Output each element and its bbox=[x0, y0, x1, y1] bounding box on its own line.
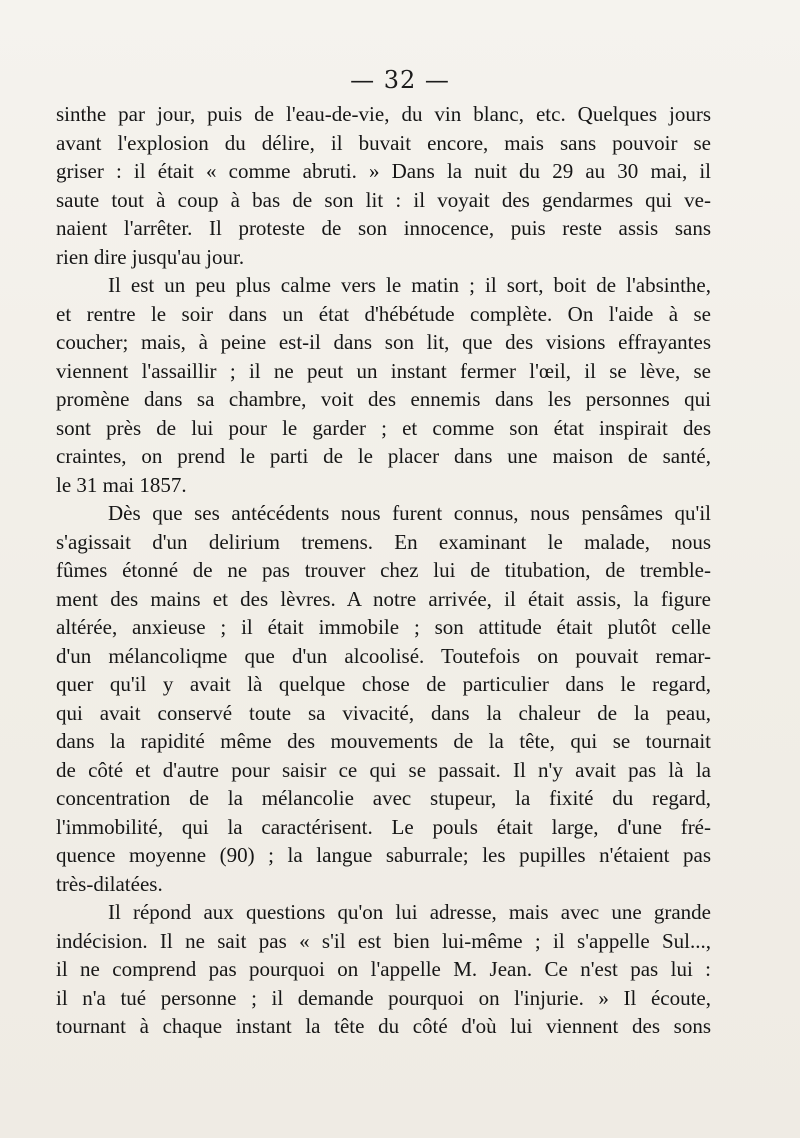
text-line: très-dilatées. bbox=[56, 871, 163, 896]
paragraph-1 bbox=[56, 100, 711, 271]
body-text bbox=[56, 100, 711, 1041]
text-line: et rentre le soir dans un état d'hébétude complète. On l'aide à se bbox=[56, 301, 711, 326]
text-line: il n'a tué personne ; il demande pourquoi on l'injurie. » Il écoute, bbox=[56, 985, 711, 1010]
text-line: s'agissait d'un delirium tremens. En examinant le malade, nous bbox=[56, 529, 711, 554]
text-line: Il est un peu plus calme vers le matin ; il sort, boit de l'absinthe, bbox=[108, 273, 711, 297]
text-line: l'immobilité, qui la caractérisent. Le pouls était large, d'une fré- bbox=[56, 814, 711, 839]
text-line: avant l'explosion du délire, il buvait encore, mais sans pouvoir se bbox=[56, 130, 711, 155]
paragraph-2 bbox=[56, 271, 711, 499]
text-line: viennent l'assaillir ; il ne peut un instant fermer l'œil, il se lève, se bbox=[56, 358, 711, 383]
text-line: rien dire jusqu'au jour. bbox=[56, 244, 245, 269]
text-line: naient l'arrêter. Il proteste de son innocence, puis reste assis sans bbox=[56, 216, 711, 240]
paragraph-4 bbox=[56, 898, 711, 1041]
text-line: ment des mains et des lèvres. A notre arrivée, il était assis, la figure bbox=[56, 586, 711, 611]
paragraph-3 bbox=[56, 499, 711, 898]
text-line: sinthe par jour, puis de l'eau-de-vie, du vin blanc, etc. Quelques jours bbox=[56, 102, 711, 126]
text-line: tournant à chaque instant la tête du côté d'où lui viennent des sons bbox=[56, 1014, 711, 1038]
text-line: quer qu'il y avait là quelque chose de particulier dans le regard, bbox=[56, 672, 711, 696]
text-line: quence moyenne (90) ; la langue saburrale; les pupilles n'étaient pas bbox=[56, 843, 711, 867]
text-line: qui avait conservé toute sa vivacité, dans la chaleur de la peau, bbox=[56, 700, 711, 725]
text-line: il ne comprend pas pourquoi on l'appelle M. Jean. Ce n'est pas lui : bbox=[56, 957, 711, 981]
text-line: le 31 mai 1857. bbox=[56, 472, 187, 497]
text-line: altérée, anxieuse ; il était immobile ; son attitude était plutôt celle bbox=[56, 615, 711, 639]
text-line: sont près de lui pour le garder ; et comme son état inspirait des bbox=[56, 415, 711, 440]
text-line: concentration de la mélancolie avec stupeur, la fixité du regard, bbox=[56, 786, 711, 810]
text-line: Il répond aux questions qu'on lui adresse, mais avec une grande bbox=[108, 900, 711, 924]
text-line: griser : il était « comme abruti. » Dans la nuit du 29 au 30 mai, il bbox=[56, 159, 711, 183]
text-line: dans la rapidité même des mouvements de la tête, qui se tournait bbox=[56, 729, 711, 753]
text-line: indécision. Il ne sait pas « s'il est bien lui-même ; il s'appelle Sul..., bbox=[56, 928, 711, 953]
text-line: d'un mélancoliqme que d'un alcoolisé. Toutefois on pouvait remar- bbox=[56, 643, 711, 668]
text-line: de côté et d'autre pour saisir ce qui se passait. Il n'y avait pas là la bbox=[56, 757, 711, 782]
text-line: saute tout à coup à bas de son lit : il voyait des gendarmes qui ve- bbox=[56, 187, 711, 212]
text-line: coucher; mais, à peine est-il dans son lit, que des visions effrayantes bbox=[56, 330, 711, 354]
text-line: Dès que ses antécédents nous furent connus, nous pensâmes qu'il bbox=[108, 501, 711, 525]
text-line: fûmes étonné de ne pas trouver chez lui de titubation, de tremble- bbox=[56, 558, 711, 582]
text-line: promène dans sa chambre, voit des ennemis dans les personnes qui bbox=[56, 387, 711, 411]
page-number: — 32 — bbox=[350, 66, 450, 94]
text-line: craintes, on prend le parti de le placer dans une maison de santé, bbox=[56, 444, 711, 468]
